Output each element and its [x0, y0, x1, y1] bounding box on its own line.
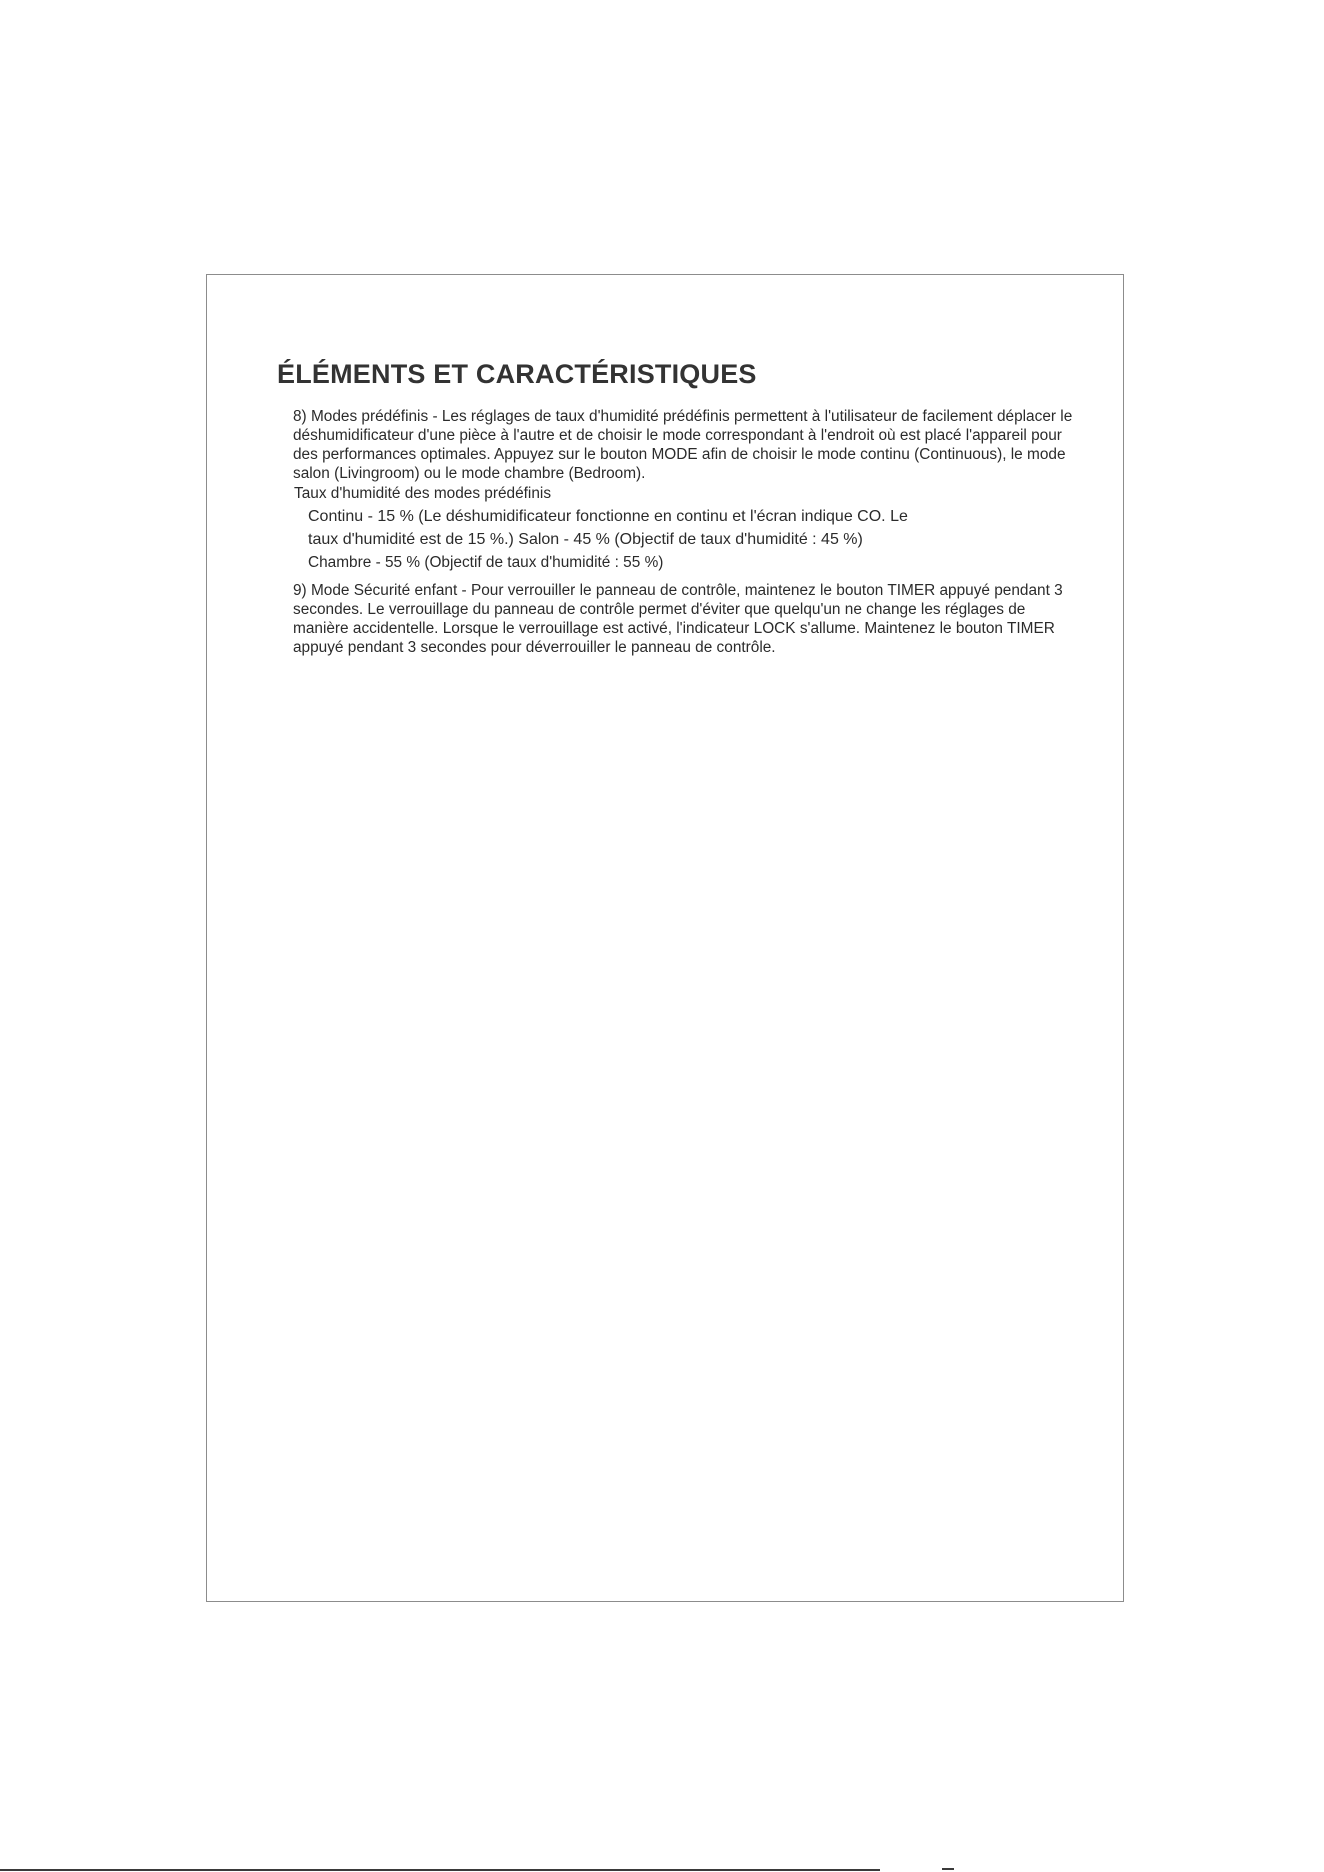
preset-humidity-heading: Taux d'humidité des modes prédéfinis	[294, 485, 552, 502]
child-lock-paragraph: 9) Mode Sécurité enfant - Pour verrouiller le panneau de contrôle, maintenez le bouton TIMER appuyé pendant 3 secondes. Le verrouillage du panneau de contrôle permet d'éviter que quelqu'un ne change les réglages de manière accidentelle. Lorsque le verrouillage est activé, l'indicateur LOCK s'allume. Maintenez le bouton TIMER appuyé pendant 3 secondes pour déverrouiller le panneau de contrôle.	[293, 582, 1063, 656]
preset-modes-paragraph: 8) Modes prédéfinis - Les réglages de taux d'humidité prédéfinis permettent à l'utilisateur de facilement déplacer le déshumidificateur d'une pièce à l'autre et de choisir le mode correspondant à l'endroit où est placé l'appareil pour des performances optimales. Appuyez sur le bouton MODE afin de choisir le mode continu (Continuous), le mode salon (Livingroom) ou le mode chambre (Bedroom).	[293, 408, 1073, 482]
preset-line-bedroom: Chambre - 55 % (Objectif de taux d'humidité : 55 %)	[308, 554, 664, 571]
preset-line-continuous: Continu - 15 % (Le déshumidificateur fonctionne en continu et l'écran indique CO. Le	[308, 508, 908, 525]
section-title: ÉLÉMENTS ET CARACTÉRISTIQUES	[277, 359, 757, 389]
bottom-divider-mark	[942, 1868, 954, 1870]
preset-line-livingroom: taux d'humidité est de 15 %.) Salon - 45 % (Objectif de taux d'humidité : 45 %)	[308, 531, 863, 548]
page-frame	[206, 274, 1124, 1602]
preset-humidity-list	[308, 505, 1008, 574]
bottom-divider	[0, 1869, 880, 1871]
